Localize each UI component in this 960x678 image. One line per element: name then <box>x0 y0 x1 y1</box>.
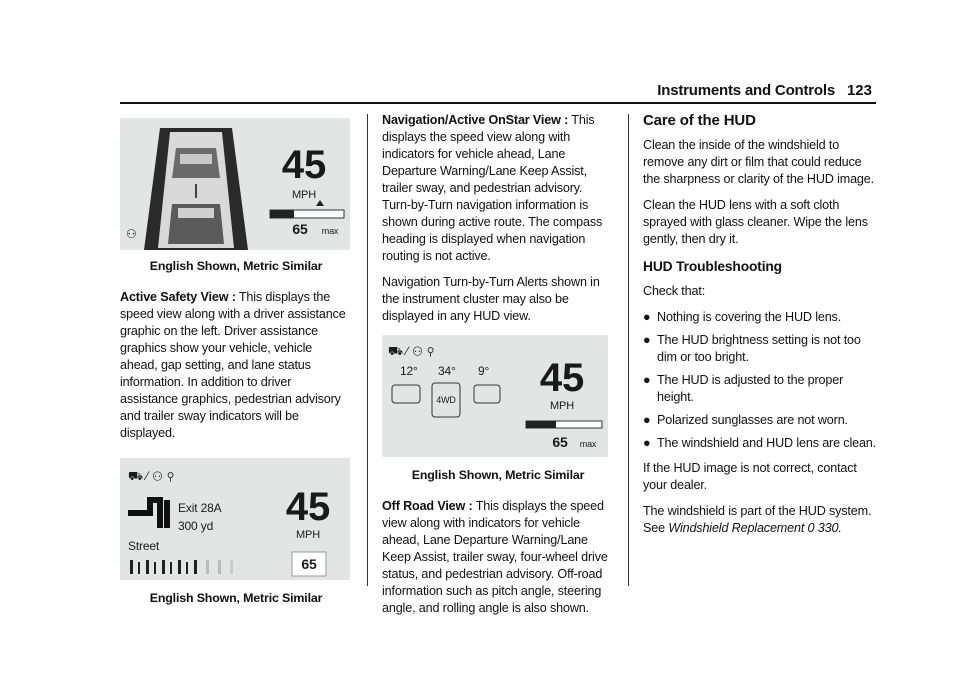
active-safety-label: Active Safety View : <box>120 290 236 304</box>
roll-icon <box>474 385 500 403</box>
speed-limit: 65 <box>552 434 568 450</box>
care-paragraph-1: Clean the inside of the windshield to remove any dirt or film that could reduce the sharpness or clarity of the HUD image. <box>643 138 874 186</box>
pitch-icon <box>392 385 420 403</box>
windshield-paragraph: The windshield is part of the HUD system. See Windshield Replacement 0 330. <box>643 504 872 535</box>
list-item: ● The HUD is adjusted to the proper height. <box>643 373 844 404</box>
speed-unit: MPH <box>296 529 320 541</box>
active-safety-text: This displays the speed view along with a driver assistance graphic on the left. Driver assistance graphics show your vehicle, vehicle ahead, gap setting, and lane status information. In addition to driver assistance graphics, pedestrian advisory and trailer sway indicators will be displayed. <box>120 290 346 440</box>
list-item: ● The HUD brightness setting is not too dim or too bright. <box>643 333 861 364</box>
lane-guidance-arrows <box>130 560 233 574</box>
roll-angle: 9° <box>478 364 490 378</box>
column-divider <box>628 114 629 586</box>
steering-angle: 34° <box>438 364 456 378</box>
list-item: ● The windshield and HUD lens are clean. <box>643 436 877 450</box>
speed-limit: 65 <box>301 556 317 572</box>
care-heading: Care of the HUD <box>643 112 756 129</box>
page-header <box>0 0 960 110</box>
incorrect-paragraph: If the HUD image is not correct, contact your dealer. <box>643 461 857 492</box>
speed-unit: MPH <box>550 400 574 412</box>
column-3 <box>643 112 878 546</box>
care-paragraph-2: Clean the HUD lens with a soft cloth sprayed with glass cleaner. Wipe the lens gently, then dry it. <box>643 198 868 246</box>
list-item: ● Nothing is covering the HUD lens. <box>643 310 842 324</box>
figure-caption: English Shown, Metric Similar <box>149 259 323 273</box>
figure-caption: English Shown, Metric Similar <box>411 468 585 482</box>
status-icons: ⛟ ⁄ ⚇ ⚲ <box>128 469 175 483</box>
turn-arrow-icon <box>128 500 160 528</box>
windshield-link[interactable]: Windshield Replacement <box>668 521 805 535</box>
section-title: Instruments and Controls <box>657 82 835 99</box>
speed-value: 45 <box>285 485 331 529</box>
offroad-label: Off Road View : <box>382 499 473 513</box>
column-1 <box>120 112 352 621</box>
street-label: Street <box>128 539 160 553</box>
column-divider <box>367 114 368 586</box>
nav-alerts-paragraph: Navigation Turn-by-Turn Alerts shown in the instrument cluster may also be displayed in any HUD view. <box>382 275 600 323</box>
header-rule <box>120 102 876 104</box>
driver-assist-icon: ⚇ <box>126 227 137 241</box>
nav-text: This displays the speed view along with indicators for vehicle ahead, Lane Departure Warning/Lane Keep Assist, trailer sway, and pedestrian advisory. Turn-by-Turn navigation information is shown during active route. The compass heading is displayed when navigation routing is not active. <box>382 113 603 263</box>
speed-value: 45 <box>539 356 585 400</box>
page-number: 123 <box>846 82 872 99</box>
speed-limit: 65 <box>292 221 308 237</box>
nav-label: Navigation/Active OnStar View : <box>382 113 569 127</box>
column-2 <box>382 112 614 626</box>
offroad-text: This displays the speed view along with indicators for vehicle ahead, Lane Departure Warning/Lane Keep Assist, trailer sway, four-wheel drive status, and pedestrian advisory. Off-road information such as pitch angle, steering angle, and rolling angle is also shown. <box>382 499 608 615</box>
page-reference: 0 330. <box>804 521 842 535</box>
troubleshooting-heading: HUD Troubleshooting <box>643 259 782 274</box>
speed-value: 45 <box>281 143 327 187</box>
exit-label: Exit 28A <box>178 501 222 515</box>
figure-caption: English Shown, Metric Similar <box>149 591 323 605</box>
max-label: max <box>321 226 339 236</box>
status-icons: ⛟ ⁄ ⚇ ⚲ <box>388 344 435 358</box>
drive-mode-label: 4WD <box>436 395 456 405</box>
check-that: Check that: <box>643 284 706 298</box>
list-item: ● Polarized sunglasses are not worn. <box>643 413 848 427</box>
checklist <box>643 309 878 452</box>
speed-unit: MPH <box>292 189 316 201</box>
nav-hud-image <box>120 458 350 580</box>
nav-paragraph <box>382 112 614 265</box>
offroad-paragraph <box>382 498 614 617</box>
distance-label: 300 yd <box>178 519 214 533</box>
offroad-hud-image <box>382 335 608 457</box>
max-label: max <box>579 439 597 449</box>
active-safety-hud-image <box>120 118 350 250</box>
active-safety-paragraph <box>120 289 352 442</box>
pitch-angle: 12° <box>400 364 418 378</box>
